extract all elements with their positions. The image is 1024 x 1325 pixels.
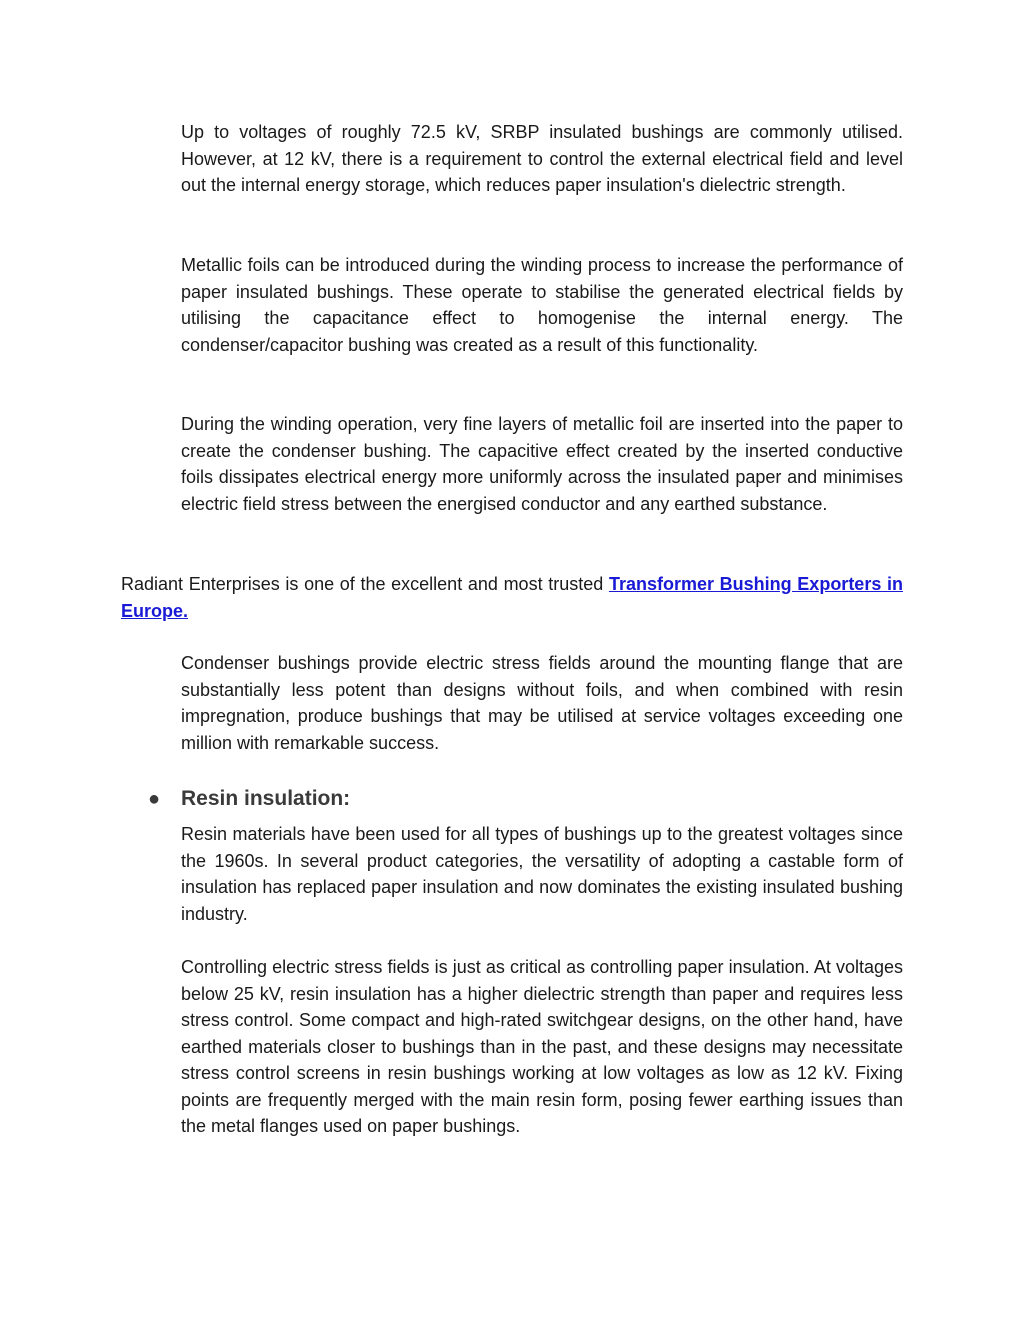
section-heading-resin-insulation: Resin insulation: [181,787,351,810]
paragraph-resin-materials: Resin materials have been used for all types of bushings up to the greatest voltages since the 1960s. In several product categories, the versatility of adopting a castable form of insulation has replaced paper insulation and now dominates the existing insulated bushing industry. [181,824,903,924]
paragraph-metallic-foils: Metallic foils can be introduced during the winding process to increase the performance of paper insulated bushings. These operate to stabilise the generated electrical fields by utilising the capacitance effect to homogenise the internal energy. The condenser/capacitor bushing was created as a result of this functionality. [181,255,903,355]
paragraph-winding-operation: During the winding operation, very fine layers of metallic foil are inserted into the paper to create the condenser bushing. The capacitive effect created by the inserted conductive foils dissipates electrical energy more uniformly across the insulated paper and minimises electric field stress between the energised conductor and any earthed substance. [181,414,903,514]
paragraph-condenser-bushings: Condenser bushings provide electric stress fields around the mounting flange that are substantially less potent than designs without foils, and when combined with resin impregnation, produce bushings that may be utilised at service voltages exceeding one million with remarkable success. [181,653,903,753]
section-heading-row [148,784,908,814]
paragraph-promo [121,571,903,624]
transformer-bushing-exporters-link[interactable]: Transformer Bushing Exporters in Europe. [121,574,903,621]
promo-text: Radiant Enterprises is one of the excellent and most trusted [121,574,609,594]
paragraph-stress-fields: Controlling electric stress fields is just as critical as controlling paper insulation. At voltages below 25 kV, resin insulation has a higher dielectric strength than paper and requires less stress control. Some compact and high-rated switchgear designs, on the other hand, have earthed materials closer to bushings than in the past, and these designs may necessitate stress control screens in resin bushings working at low voltages as low as 12 kV. Fixing points are frequently merged with the main resin form, posing fewer earthing issues than the metal flanges used on paper bushings. [181,957,903,1136]
bullet-icon: ● [148,788,161,810]
paragraph-srbp-bushings: Up to voltages of roughly 72.5 kV, SRBP insulated bushings are commonly utilised. However, at 12 kV, there is a requirement to control the external electrical field and level out the internal energy storage, which reduces paper insulation's dielectric strength. [181,122,903,195]
